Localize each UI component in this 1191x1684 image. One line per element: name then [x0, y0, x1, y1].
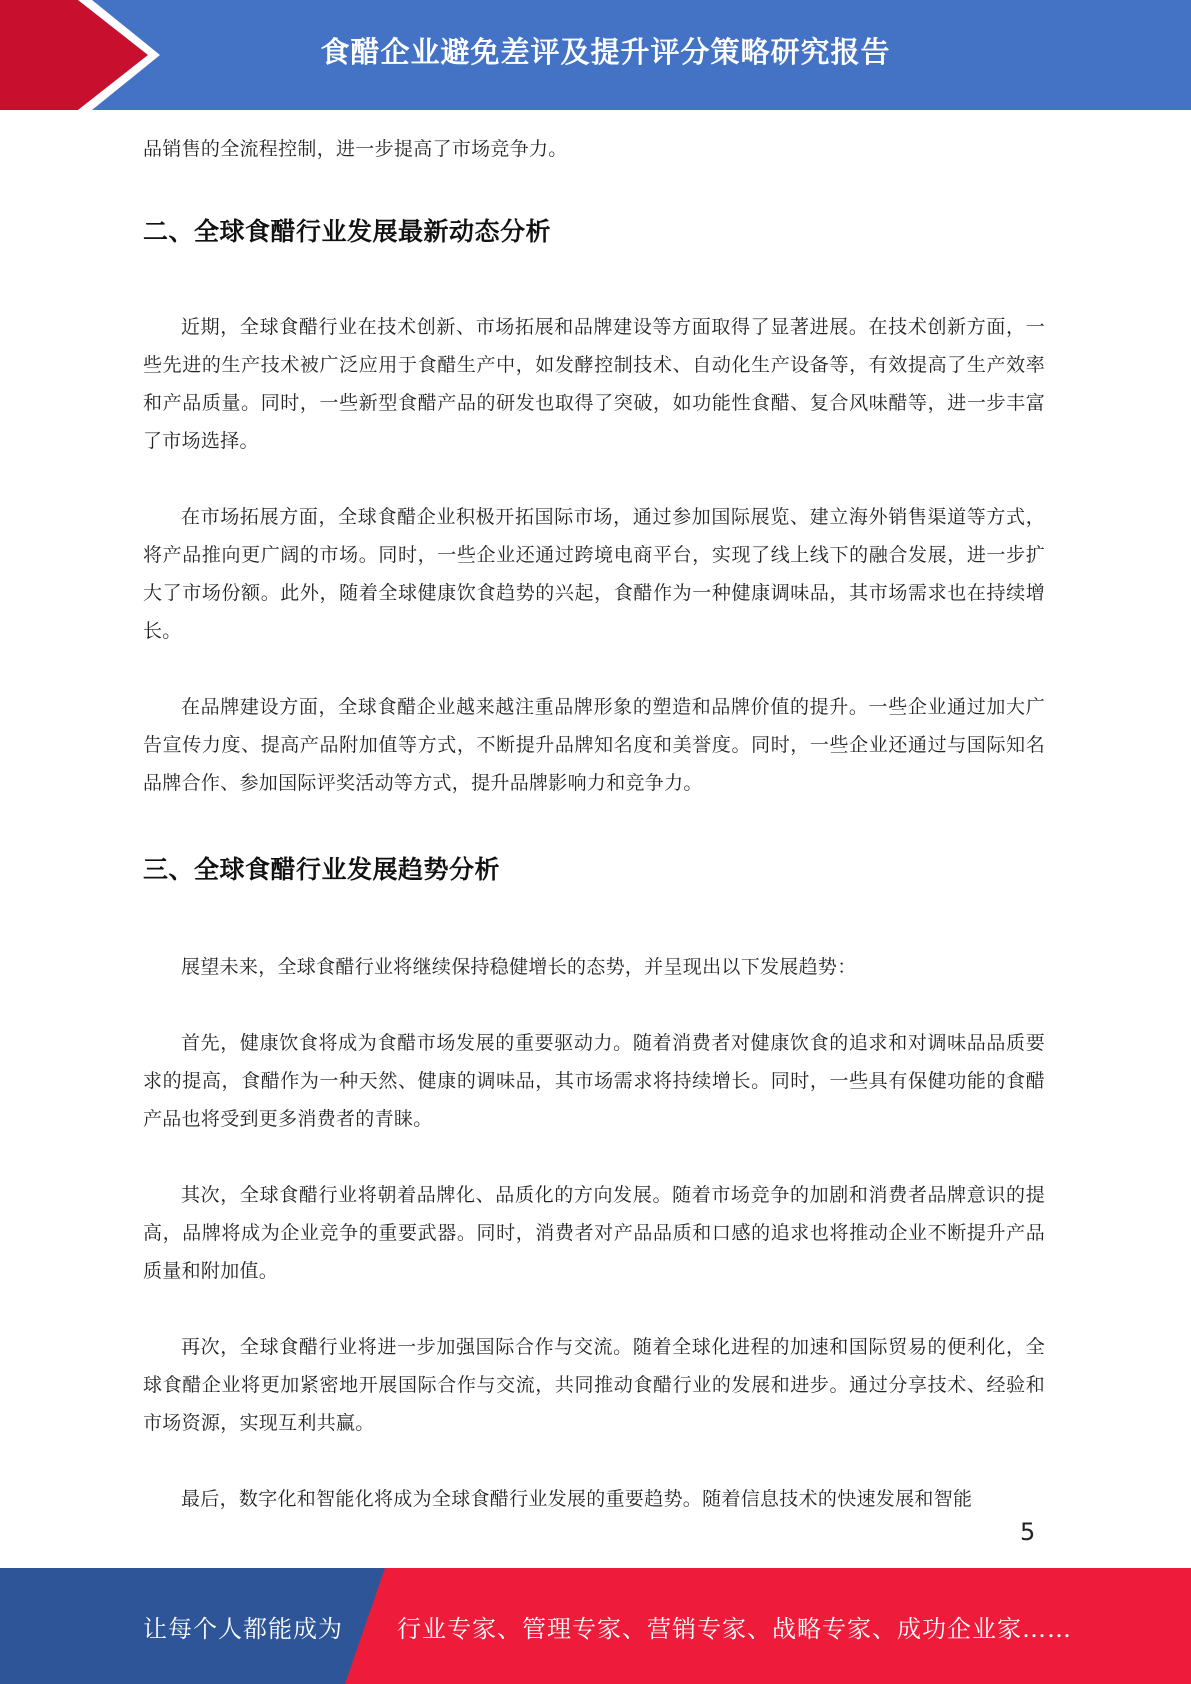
section-heading-3: 三、全球食醋行业发展趋势分析	[143, 855, 501, 884]
intro-line: 品销售的全流程控制，进一步提高了市场竞争力。	[143, 138, 568, 160]
section-heading-2: 二、全球食醋行业发展最新动态分析	[143, 217, 552, 246]
page-footer	[0, 1568, 1191, 1684]
section2-paragraph: 在市场拓展方面，全球食醋企业积极开拓国际市场，通过参加国际展览、建立海外销售渠道等方式，将产品推向更广阔的市场。同时，一些企业还通过跨境电商平台，实现了线上线下的融合发展，进一步扩大了市场份额。此外，随着全球健康饮食趋势的兴起，食醋作为一种健康调味品，其市场需求也在持续增长。	[143, 506, 1045, 642]
page-number: 5	[1020, 1518, 1036, 1546]
section3-paragraph: 最后，数字化和智能化将成为全球食醋行业发展的重要趋势。随着信息技术的快速发展和智能	[181, 1488, 973, 1510]
page-header	[0, 0, 1191, 110]
page-content	[143, 130, 1045, 1518]
footer-slogan-right: 行业专家、管理专家、营销专家、战略专家、成功企业家……	[397, 1614, 1072, 1643]
section2-paragraph: 近期，全球食醋行业在技术创新、市场拓展和品牌建设等方面取得了显著进展。在技术创新方面，一些先进的生产技术被广泛应用于食醋生产中，如发酵控制技术、自动化生产设备等，有效提高了生产效率和产品质量。同时，一些新型食醋产品的研发也取得了突破，如功能性食醋、复合风味醋等，进一步丰富了市场选择。	[143, 316, 1045, 452]
section3-paragraph: 其次，全球食醋行业将朝着品牌化、品质化的方向发展。随着市场竞争的加剧和消费者品牌意识的提高，品牌将成为企业竞争的重要武器。同时，消费者对产品品质和口感的追求也将推动企业不断提升产品质量和附加值。	[143, 1184, 1045, 1282]
section3-paragraph: 首先，健康饮食将成为食醋市场发展的重要驱动力。随着消费者对健康饮食的追求和对调味品品质要求的提高，食醋作为一种天然、健康的调味品，其市场需求将持续增长。同时，一些具有保健功能的食醋产品也将受到更多消费者的青睐。	[143, 1032, 1045, 1130]
footer-slogan-left: 让每个人都能成为	[143, 1614, 343, 1643]
report-title: 食醋企业避免差评及提升评分策略研究报告	[320, 34, 891, 69]
section3-paragraph: 再次，全球食醋行业将进一步加强国际合作与交流。随着全球化进程的加速和国际贸易的便利化，全球食醋企业将更加紧密地开展国际合作与交流，共同推动食醋行业的发展和进步。通过分享技术、经验和市场资源，实现互利共赢。	[143, 1336, 1045, 1434]
section2-paragraph: 在品牌建设方面，全球食醋企业越来越注重品牌形象的塑造和品牌价值的提升。一些企业通过加大广告宣传力度、提高产品附加值等方式，不断提升品牌知名度和美誉度。同时，一些企业还通过与国际知名品牌合作、参加国际评奖活动等方式，提升品牌影响力和竞争力。	[143, 696, 1045, 794]
section3-paragraph: 展望未来，全球食醋行业将继续保持稳健增长的态势，并呈现出以下发展趋势：	[181, 956, 857, 978]
